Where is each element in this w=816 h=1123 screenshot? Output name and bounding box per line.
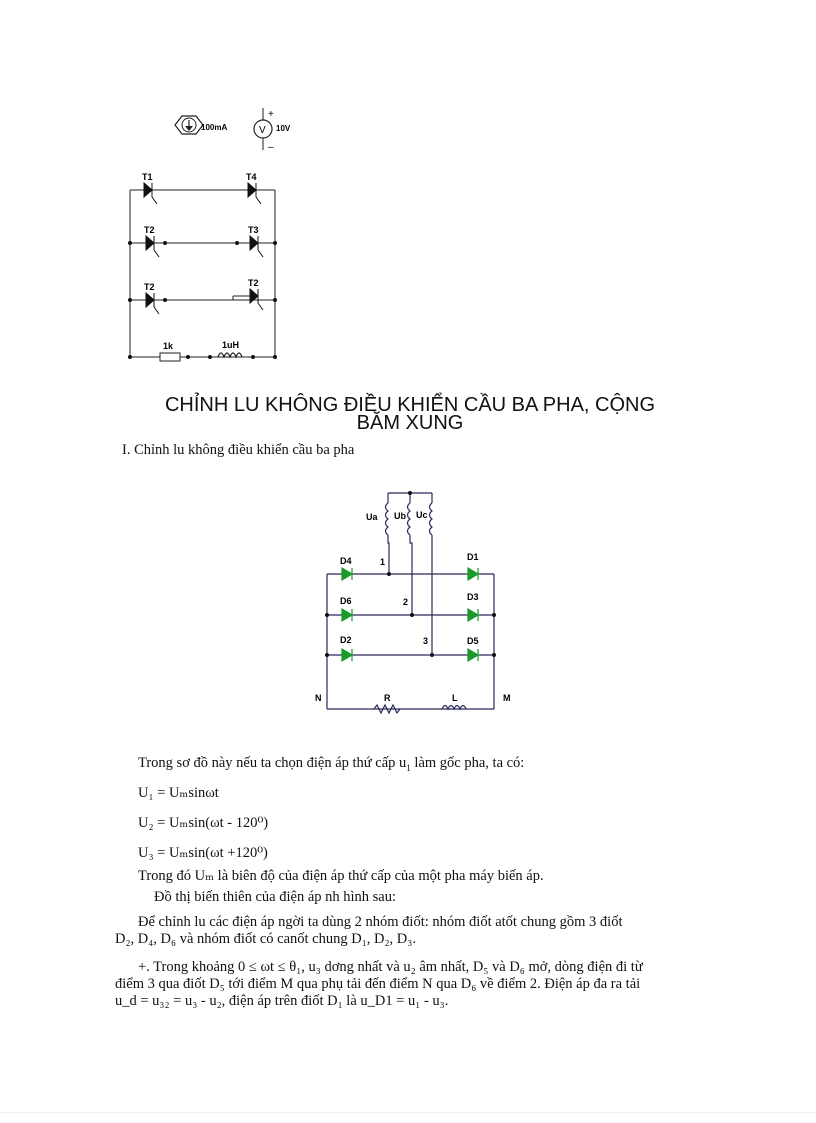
intro-paragraph [138,754,524,777]
rectify-paragraph-line1: Để chỉnh lu các điện áp ngời ta dùng 2 nhóm điốt: nhóm điốt atốt chung gồm 3 điốt [138,914,623,930]
node-m-label: M [503,693,511,703]
thyristor-t4-label: T4 [246,172,257,182]
inductor-l-label: L [452,693,458,703]
inductor-label: 1uH [222,340,240,350]
interval-paragraph-line2: điểm 3 qua điốt D₅ tới điểm M qua phụ tải đến điểm N qua D₆ về điểm 2. Điện áp đa ra tải [115,976,641,992]
minus-sign: – [268,142,274,153]
title-line-1: CHỈNH LU KHÔNG ĐIỀU KHIỂN CẦU BA PHA, CỘNG [164,394,656,416]
diode-d4-label: D4 [340,556,352,566]
diode-d2-label: D2 [340,635,352,645]
page-bottom-divider [0,1112,816,1113]
intro-subscript: 1 [406,762,411,773]
intro-text-end: làm gốc pha, ta có: [410,755,525,771]
graph-note: Đồ thị biến thiên của điện áp nh hình sau: [154,889,397,905]
diode-d1-label: D1 [467,552,479,562]
interval-paragraph-line1: +. Trong khoảng 0 ≤ ωt ≤ θ₁, u₃ dơng nhất và u₂ âm nhất, D₅ và D₆ mở, dòng điện đi từ [138,959,643,975]
inductor-icon [218,353,242,357]
resistor-r-label: R [384,693,391,703]
thyristor-t1-label: T1 [142,172,153,182]
equation-u1: U₁ = Uₘsinωt [138,785,219,801]
node-2-label: 2 [403,597,409,607]
diode-d6-label: D6 [340,596,352,606]
thyristor-t2a-label: T2 [144,225,155,235]
resistor-icon [160,353,180,361]
resistor-label: 1k [163,341,174,351]
interval-paragraph-line3: u_d = u₃₂ = u₃ - u₂, điện áp trên điốt D₁ là u_D1 = u₁ - u₃. [115,993,449,1009]
current-source-label: 100mA [201,123,228,132]
thyristor-t3-label: T3 [248,225,259,235]
amplitude-note: Trong đó Uₘ là biên độ của điện áp thứ cấp của một pha máy biến áp. [138,868,544,884]
equation-u2: U₂ = Uₘsin(ωt - 120⁰) [138,815,269,831]
node-3-label: 3 [423,636,429,646]
phase-b-label: Ub [394,511,406,521]
phase-a-label: Ua [366,512,378,522]
intro-text: Trong sơ đồ này nếu ta chọn điện áp thứ cấp u [138,755,407,771]
diode-d5-label: D5 [467,636,479,646]
current-source-icon [175,116,203,134]
thyristor-t2b-label: T2 [144,282,155,292]
section-heading: I. Chỉnh lu không điều khiển cầu ba pha [122,442,355,458]
node-n-label: N [315,693,322,703]
rectify-paragraph-line2: D₂, D₄, D₆ và nhóm điốt có canốt chung D₁, D₂, D₃. [115,931,416,947]
equation-u3: U₃ = Uₘsin(ωt +120⁰) [138,845,268,861]
phase-c-label: Uc [416,510,428,520]
thyristor-circuit-diagram [120,100,320,370]
plus-sign: + [268,109,274,120]
voltage-label: 10V [276,124,291,133]
voltmeter-symbol: V [259,125,266,136]
three-phase-bridge-diagram [312,488,522,718]
thyristor-t2c-label: T2 [248,278,259,288]
node-1-label: 1 [380,557,386,567]
diode-d3-label: D3 [467,592,479,602]
page-title [110,395,710,433]
title-line-2: BĂM XUNG [356,412,464,434]
